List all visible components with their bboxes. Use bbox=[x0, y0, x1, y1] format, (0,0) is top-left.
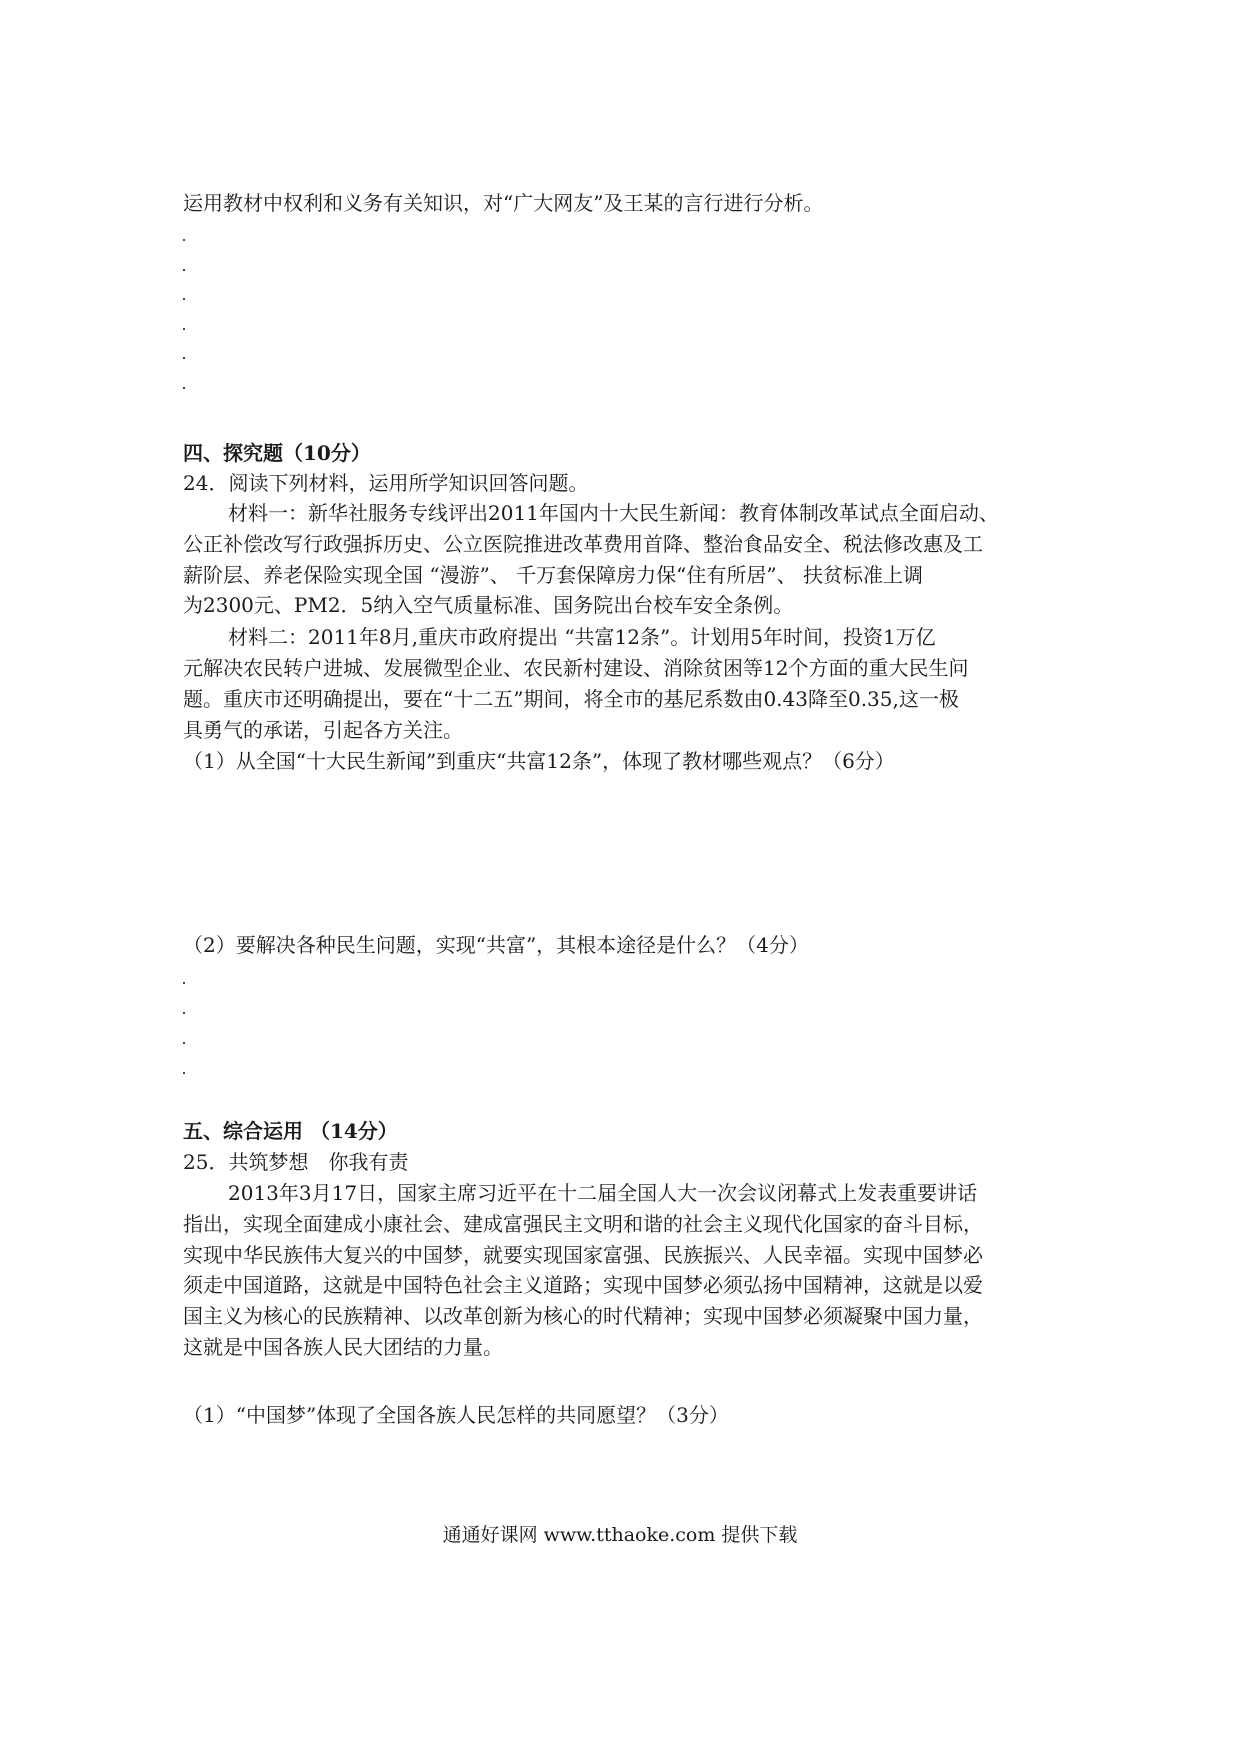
passage-line: 这就是中国各族人民大团结的力量。 bbox=[183, 1335, 503, 1359]
answer-line-marker bbox=[183, 387, 185, 389]
material1-line: 公正补偿改写行政强拆历史、公立医院推进改革费用首降、整治食品安全、税法修改惠及工 bbox=[183, 532, 983, 556]
q25-intro: 25．共筑梦想 你我有责 bbox=[183, 1150, 409, 1174]
passage-line: 实现中华民族伟大复兴的中国梦，就要实现国家富强、民族振兴、人民幸福。实现中国梦必 bbox=[183, 1243, 983, 1267]
answer-line-marker bbox=[183, 239, 185, 241]
q24-sub1: （1）从全国“十大民生新闻”到重庆“共富12条”，体现了教材哪些观点？（6分） bbox=[183, 749, 895, 773]
answer-line-marker bbox=[183, 1012, 185, 1014]
answer-line-marker bbox=[183, 298, 185, 300]
material1-line: 为2300元、PM2．5纳入空气质量标准、国务院出台校车安全条例。 bbox=[183, 593, 794, 617]
material1-line: 材料一：新华社服务专线评出2011年国内十大民生新闻：教育体制改革试点全面启动、 bbox=[228, 501, 999, 525]
passage-line: 2013年3月17日，国家主席习近平在十二届全国人大一次会议闭幕式上发表重要讲话 bbox=[228, 1181, 978, 1205]
passage-line: 须走中国道路，这就是中国特色社会主义道路；实现中国梦必须弘扬中国精神，这就是以爱 bbox=[183, 1273, 983, 1297]
material2-line: 题。重庆市还明确提出，要在“十二五”期间，将全市的基尼系数由0.43降至0.35,这一极 bbox=[183, 687, 959, 711]
answer-line-marker bbox=[183, 269, 185, 271]
q24-sub2: （2）要解决各种民生问题，实现“共富”，其根本途径是什么？（4分） bbox=[183, 933, 809, 957]
material2-line: 具勇气的承诺，引起各方关注。 bbox=[183, 718, 463, 742]
material1-line: 薪阶层、养老保险实现全国 “漫游”、 千万套保障房力保“住有所居”、 扶贫标准上调 bbox=[183, 563, 923, 587]
answer-line-marker bbox=[183, 357, 185, 359]
q25-sub1: （1）“中国梦”体现了全国各族人民怎样的共同愿望？（3分） bbox=[183, 1403, 729, 1427]
section4-title: 四、探究题（10分） bbox=[183, 441, 371, 465]
material2-line: 元解决农民转户进城、发展微型企业、农民新村建设、消除贫困等12个方面的重大民生问 bbox=[183, 656, 969, 680]
answer-line-marker bbox=[183, 328, 185, 330]
footer-download-note: 通通好课网 www.tthaoke.com 提供下载 bbox=[442, 1524, 798, 1546]
q23-prompt: 运用教材中权利和义务有关知识，对“广大网友”及王某的言行进行分析。 bbox=[183, 191, 824, 215]
answer-line-marker bbox=[183, 1042, 185, 1044]
answer-line-marker bbox=[183, 982, 185, 984]
answer-line-marker bbox=[183, 1072, 185, 1074]
passage-line: 国主义为核心的民族精神、以改革创新为核心的时代精神；实现中国梦必须凝聚中国力量， bbox=[183, 1304, 983, 1328]
section5-title: 五、综合运用 （14分） bbox=[183, 1119, 398, 1143]
q24-intro: 24．阅读下列材料，运用所学知识回答问题。 bbox=[183, 471, 589, 495]
material2-line: 材料二：2011年8月,重庆市政府提出 “共富12条”。计划用5年时间，投资1万亿 bbox=[228, 625, 936, 649]
passage-line: 指出，实现全面建成小康社会、建成富强民主文明和谐的社会主义现代化国家的奋斗目标， bbox=[183, 1212, 983, 1236]
